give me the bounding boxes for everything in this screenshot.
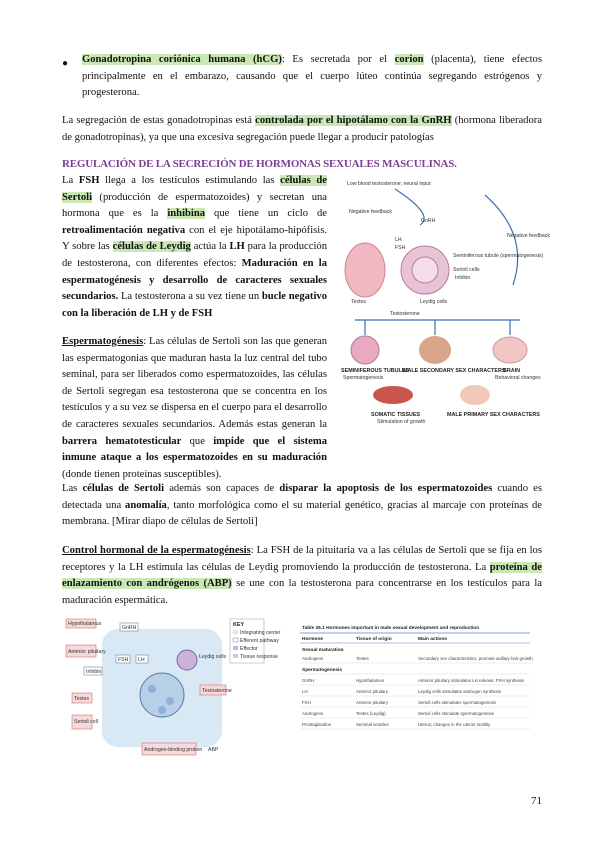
fig2-key-2: Efferent pathway (240, 638, 279, 644)
apoptosis-paragraph (62, 481, 542, 531)
table-cell: LH (302, 689, 308, 694)
table-cell: Hypothalamus (356, 678, 385, 683)
table-cell: GnRH (302, 678, 315, 683)
fig1-tubule-lumen (412, 257, 438, 283)
reg-sertoli: células de Sertoli (62, 175, 327, 203)
fig1-fsh-label: FSH (395, 245, 406, 251)
fig1-brain-image (493, 337, 527, 363)
table-h1: Hormone (302, 637, 324, 642)
table-cell: Prostaglandins (302, 722, 332, 727)
fig1-top-label: Low blood testosterone; neural input (347, 181, 431, 187)
hormonal-control-figure (62, 615, 281, 767)
table-cell: Seminal vesicles (356, 722, 389, 727)
ctrl-t1: : La FSH de la pituitaria va a las células de Sertoli que se fija en los receptores y la LH estimula las células de Leydig promoviendo la producción de testosterona. La (62, 545, 542, 573)
fig1-testo-label: Testosterone (390, 311, 420, 317)
fig1-tubules-image (351, 336, 379, 364)
table-cell: Androgens (302, 656, 324, 661)
fig2-key-4: Tissue response (240, 654, 278, 660)
apop-t2: además son capaces de (164, 483, 280, 494)
sperm-term: Espermatogénesis (62, 336, 144, 347)
fig1-inhibin-label: Inhibin (455, 275, 471, 281)
section-heading: REGULACIÓN DE LA SECRECIÓN DE HORMONAS SEXUALES MASCULINAS. (62, 158, 457, 170)
fig2-abp-label: ABP (208, 747, 219, 753)
fig2-key-3: Effector (240, 646, 258, 652)
table-cell: Sertoli cells stimulates spermatogenesis (418, 700, 497, 705)
fig2-cell-1 (148, 685, 156, 693)
fig2-leydig-label: Leydig cells (199, 654, 227, 660)
fig1-sertoli-label: Sertoli cells (453, 267, 480, 273)
reg-t7: para la producción de testosterona, con diferentes efectos: (62, 241, 327, 269)
hcg-term: Gonadotropina coriónica humana (hCG) (82, 54, 282, 65)
sperm-t2: que (181, 435, 214, 447)
gnrh-bold: controlada por el hipotálamo con la GnRH (255, 115, 452, 126)
fig2-lh-label: LH (138, 657, 145, 663)
apop-t4: , tanto morfológica como el su material genético, gracias al marcaje con proteínas de membrana. [Mirar diapo de células de Sertoli] (62, 499, 542, 528)
reg-t1: La (62, 175, 79, 186)
fig2-leydig-cell (177, 650, 197, 670)
gnrh-text-2: (hormona liberadora de gonadotropinas), ya que una excesiva segregación puede llegar a producir patologías (62, 115, 542, 143)
fig2-inhibin-label: Inhibin (86, 669, 102, 675)
corion-term: corion (394, 54, 424, 65)
sperm-t1: : Las células de Sertoli son las que generan las espermatogonias que maduran hasta la luz central del tubo seminal, para ser liberados como espermatozoides, las células de Sertoli segregan esa testosterona que se concentra en los testículos y a su vez se dispersa en el cuerpo para el desarrollo de caracteres sexuales secundarios. Además estas generan la (62, 336, 327, 430)
fig1-leydig-label: Leydig cells (420, 299, 448, 305)
sperm-impide: impide que el sistema inmune ataque a los espermatozoides en su maduración (62, 435, 327, 464)
apop-anomalia: anomalía (125, 499, 167, 511)
reg-leydig: células de Leydig (112, 241, 191, 253)
table-cell: Secondary sex characteristics; promote axillary hair growth (418, 656, 533, 661)
hormonal-control-paragraph (62, 543, 542, 609)
fig2-testes-label: Testes (74, 696, 89, 702)
fig1-c4a: SOMATIC TISSUES (371, 412, 421, 418)
fig1-negfb-label: Negative feedback (349, 209, 392, 215)
reg-t6: actúa la (190, 241, 230, 253)
fig2-cell-3 (158, 706, 166, 714)
fig2-key-1: Integrating center (240, 630, 281, 636)
fig1-c3b: Behavioral changes (495, 375, 541, 381)
regulation-paragraph (62, 173, 327, 322)
apop-sertoli: células de Sertoli (82, 483, 165, 494)
fig2-cell-2 (166, 697, 174, 705)
table-cell: Anterior pituitary (356, 689, 388, 694)
table-cell: Anterior pituitary stimulates LH release; FSH synthesis (418, 678, 525, 683)
table-section-1: Sexual maturation (302, 648, 344, 653)
fig2-ant-label: Anterior pituitary (68, 649, 106, 655)
apop-t1: Las (62, 483, 83, 494)
reg-maduracion: Maduración en la espermatogénesis y desarrollo de caracteres sexuales secundarios. (62, 257, 327, 303)
fig1-secondary-image (419, 336, 451, 364)
table-cell: Sertoli cells stimulate spermatogenesis (418, 711, 494, 716)
table-h2: Tissue of origin (356, 637, 392, 642)
fig2-gnrh-label: GnRH (122, 625, 137, 631)
fig1-c3a: BRAIN (503, 368, 521, 374)
fig1-semi-label: Seminiferous tubule (spermatogenesis) (453, 253, 544, 259)
bullet-dot: ● (62, 58, 69, 69)
fig2-hypo-label: Hypothalamus (68, 621, 102, 627)
page-number: 71 (531, 795, 542, 807)
ctrl-term: Control hormonal de la espermatogénesis (62, 545, 251, 556)
table-cell: Leydig cells stimulates androgen synthesis (418, 689, 502, 694)
table-cell: FSH (302, 700, 311, 705)
fig1-testes-label: Testes (351, 299, 366, 305)
hormone-table-figure (300, 622, 533, 742)
fig1-c1b: Spermatogenesis (343, 375, 384, 381)
fig1-gnrh-label: GnRH (421, 218, 436, 224)
fig2-key-swatch-1 (233, 630, 238, 634)
reg-t8: La testosterona a su vez tiene un (118, 291, 262, 303)
fig1-lh-label: LH (395, 237, 402, 243)
fig1-testes-shape (345, 243, 385, 297)
spermatogenesis-paragraph (62, 334, 327, 483)
reg-retro: retroalimentación negativa (62, 224, 186, 236)
sperm-barrera: barrera hematotesticular (62, 435, 182, 447)
fig2-key-swatch-3 (233, 646, 238, 650)
fig2-testo-label: Testosterone (202, 688, 232, 694)
ctrl-t2: se une con la testosterona para concentrarse en los testículos para la maduración espermática. (62, 578, 542, 606)
fig1-primary-image (460, 385, 490, 405)
reg-t4: que tiene un ciclo de (205, 208, 327, 220)
fig2-key-swatch-4 (233, 654, 238, 658)
apop-t3: cuando es detectada una (62, 483, 543, 511)
reg-bucle: bucle negativo con la liberación de LH y de FSH (62, 291, 327, 319)
table-cell: Spermatogenesis (302, 668, 342, 673)
fig1-c1a: SEMINIFEROUS TUBULES (341, 368, 409, 374)
hcg-text-2: (placenta), tiene efectos principalmente en el embarazo, causando que el cuerpo lúteo continúa segregando estrógenos y progesterona. (82, 54, 542, 99)
table-cell: Androgens (302, 711, 324, 716)
reg-t5: con el eje hipotálamo-hipófisis. Y sobre las (62, 224, 327, 253)
fig1-c5a: MALE PRIMARY SEX CHARACTERS (447, 412, 540, 418)
table-cell: Uterus; changes in the uterus motility (418, 722, 491, 727)
hcg-text-1: : Es secretada por el (281, 54, 395, 65)
hcg-paragraph (82, 52, 542, 102)
fig2-fsh-label: FSH (118, 657, 129, 663)
fig2-key-title: KEY (233, 622, 245, 628)
reg-lh: LH (229, 241, 245, 253)
fig2-sertoli-label: Sertoli cell (74, 719, 98, 725)
table-title: Table 26.1 Hormones important in male sexual development and reproduction (302, 626, 480, 631)
apop-disparar: disparar la apoptosis de los espermatozoides (279, 483, 493, 494)
fig1-c4b: Stimulation of growth (377, 419, 426, 425)
table-cell: Testes (Leydig) (356, 711, 386, 716)
reg-t2: llega a los testículos estimulando las (99, 175, 281, 186)
gnrh-text-1: La segregación de estas gonadotropinas está (62, 115, 256, 126)
table-cell: Testes (356, 656, 369, 661)
fig2-key-swatch-2 (233, 638, 238, 642)
hormone-regulation-figure (335, 175, 550, 440)
ctrl-abp: proteína de enlazamiento con andrógenos (ABP) (62, 561, 542, 590)
fig2-androgen-label: Androgen-binding protein (144, 747, 203, 753)
reg-t3: (producción de espermatozoides) y secretan una hormona que es la (62, 191, 327, 220)
reg-fsh: FSH (78, 175, 100, 186)
table-h3: Main actions (418, 637, 448, 642)
gnrh-paragraph (62, 113, 542, 146)
sperm-t3: (donde tienen proteínas susceptibles). (62, 468, 222, 480)
table-cell: Anterior pituitary (356, 700, 388, 705)
fig1-muscle-image (373, 386, 413, 404)
reg-inhibina: inhibina (167, 208, 206, 220)
fig1-c2a: MALE SECONDARY SEX CHARACTERS (403, 368, 506, 374)
fig1-negfb2-label: Negative feedback (507, 233, 550, 239)
